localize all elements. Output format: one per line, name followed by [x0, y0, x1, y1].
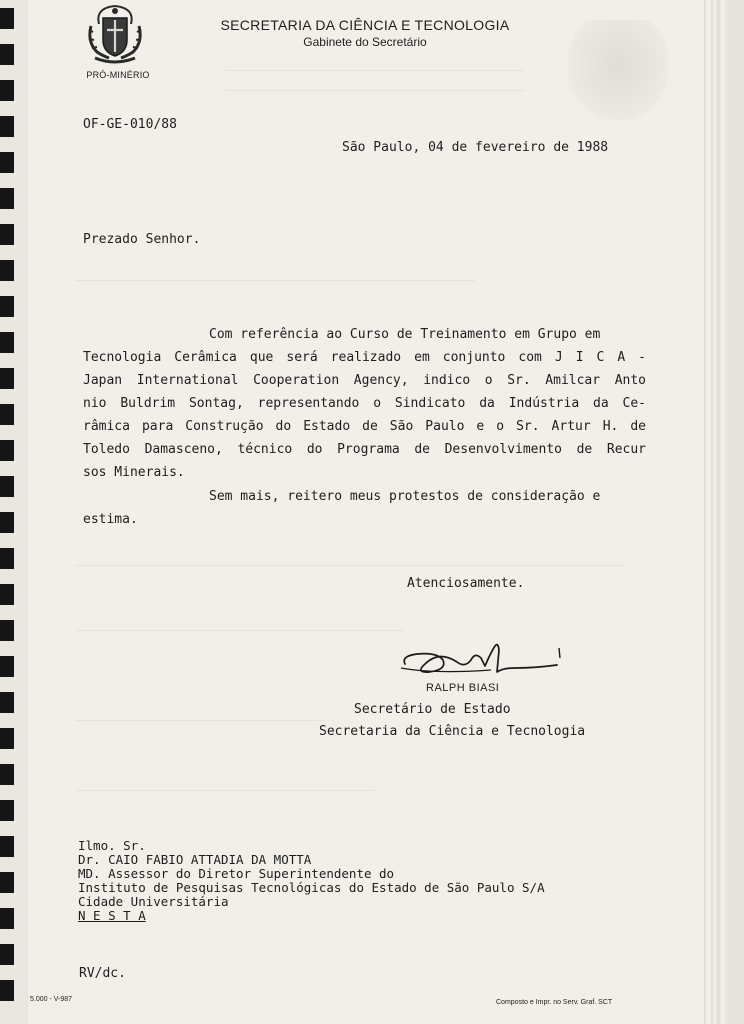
show-through-mark: [75, 720, 325, 721]
body-line: Com referência ao Curso de Treinamento em Grupo em: [209, 327, 601, 342]
body-line: Japan International Cooperation Agency, indico o Sr. Amilcar Anto: [83, 373, 646, 388]
body-line: Toledo Damasceno, técnico do Programa de Desenvolvimento de Recur: [83, 442, 646, 457]
body-line: sos Minerais.: [83, 465, 185, 480]
stacked-page-edges: [704, 0, 744, 1024]
addressee-delivery: N E S T A: [78, 908, 146, 923]
show-through-photo: [568, 20, 668, 120]
addressee-institution: Instituto de Pesquisas Tecnológicas do Estado de São Paulo S/A: [78, 880, 545, 895]
show-through-mark: [75, 565, 625, 566]
show-through-mark: [75, 630, 405, 631]
addressee-campus: Cidade Universitária: [78, 894, 229, 909]
complimentary-close: Atenciosamente.: [407, 576, 525, 591]
spiral-binding: [0, 8, 14, 1008]
addressee-position: MD. Assessor do Diretor Superintendente do: [78, 866, 395, 881]
body-line: Tecnologia Cerâmica que será realizado em conjunto com J I C A -: [83, 350, 646, 365]
crest-caption: PRÓ-MINÉRIO: [86, 70, 150, 80]
body-line: râmica para Construção do Estado de São Paulo e o Sr. Artur H. de: [83, 419, 646, 434]
letterhead-subtitle: Gabinete do Secretário: [303, 35, 427, 49]
signatory-organization: Secretaria da Ciência e Tecnologia: [319, 724, 586, 739]
closing-line: estima.: [83, 512, 138, 527]
addressee-name: Dr. CAIO FABIO ATTADIA DA MOTTA: [78, 852, 312, 867]
date-line: São Paulo, 04 de fevereiro de 1988: [342, 140, 609, 155]
signatory-title: Secretário de Estado: [354, 702, 511, 717]
printer-credit: Composto e Impr. no Serv. Graf. SCT: [496, 999, 613, 1006]
show-through-mark: [225, 90, 525, 91]
letterhead-title: SECRETARIA DA CIÊNCIA E TECNOLOGIA: [220, 17, 510, 33]
signatory-name: RALPH BIASI: [426, 682, 500, 694]
typist-initials: RV/dc.: [79, 966, 126, 981]
closing-line: Sem mais, reitero meus protestos de consideração e: [209, 489, 601, 504]
salutation: Prezado Senhor.: [83, 232, 201, 247]
addressee-honorific: Ilmo. Sr.: [78, 838, 146, 853]
handwritten-signature: [395, 638, 575, 684]
coat-of-arms-icon: [83, 2, 147, 64]
reference-number: OF-GE-010/88: [83, 117, 177, 132]
form-code: 5.000 - V-987: [30, 996, 73, 1003]
show-through-mark: [75, 790, 375, 791]
show-through-mark: [75, 280, 475, 281]
show-through-mark: [225, 70, 525, 71]
body-line: nio Buldrim Sontag, representando o Sindicato da Indústria da Ce-: [83, 396, 646, 411]
